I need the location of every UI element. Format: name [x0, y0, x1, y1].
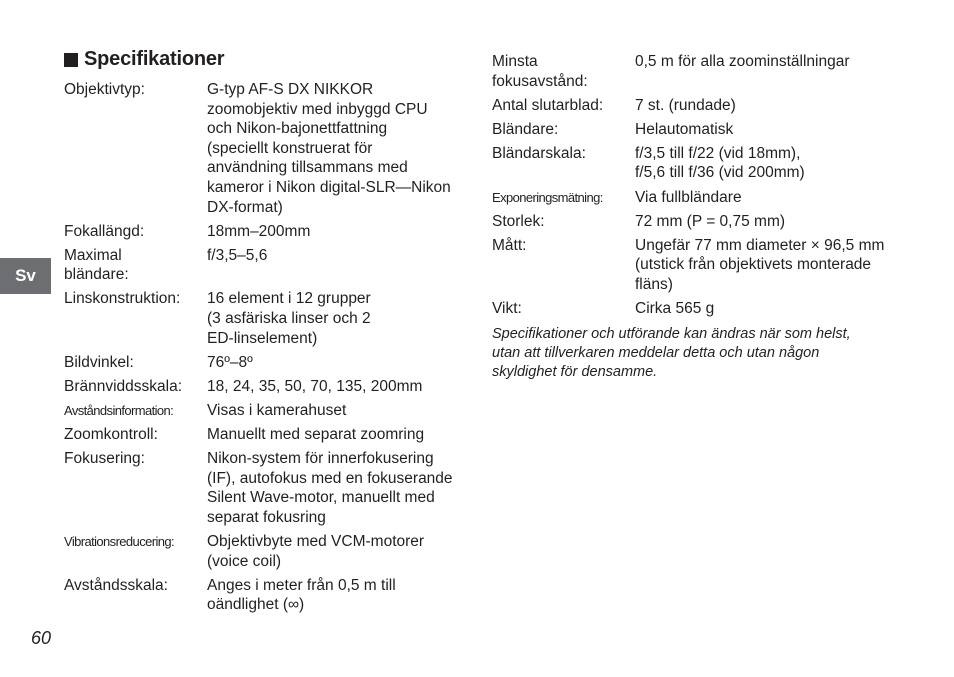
- spec-value: Cirka 565 g: [635, 300, 715, 318]
- left-spec-column: [64, 80, 474, 619]
- spec-value: G-typ AF-S DX NIKKOR zoomobjektiv med inbyggd CPU och Nikon-bajonettfattning (speciellt konstruerat för användning tillsammans med kameror i Nikon digital-SLR—Nikon DX-format): [207, 81, 451, 216]
- spec-label: Zoomkontroll:: [64, 426, 158, 443]
- spec-value: Helautomatisk: [635, 120, 734, 138]
- spec-value: 18mm–200mm: [207, 222, 311, 240]
- spec-row: [64, 80, 474, 217]
- spec-label: Mått:: [492, 236, 527, 254]
- spec-row: [64, 401, 474, 421]
- spec-row: [64, 377, 474, 397]
- spec-label: Bländarskala:: [492, 144, 586, 162]
- spec-label: Vibrationsreducering:: [64, 533, 175, 549]
- spec-value: Via fullbländare: [635, 188, 742, 206]
- spec-label: Linskonstruktion:: [64, 290, 181, 308]
- disclaimer-note: Specifikationer och utförande kan ändras när som helst, utan att tillverkaren meddelar detta och utan någon skyldighet för densamme.: [492, 325, 851, 380]
- spec-value: 16 element i 12 grupper (3 asfäriska linser och 2 ED-linselement): [207, 290, 371, 347]
- section-heading: [64, 48, 224, 71]
- page-number: 60: [31, 628, 52, 648]
- right-spec-list: [492, 52, 912, 319]
- spec-row: [492, 120, 912, 140]
- spec-row: [64, 576, 474, 615]
- spec-label: Avståndsinformation:: [64, 402, 174, 418]
- spec-value: 18, 24, 35, 50, 70, 135, 200mm: [207, 377, 423, 395]
- spec-value: 0,5 m för alla zoominställningar: [635, 53, 850, 70]
- spec-value: Nikon-system för innerfokusering (IF), autofokus med en fokuserande Silent Wave-motor, manuellt med separat fokusring: [207, 450, 453, 526]
- spec-row: [64, 222, 474, 242]
- spec-label: Fokusering:: [64, 450, 145, 468]
- right-spec-column: [492, 52, 912, 382]
- spec-row: [492, 52, 912, 91]
- spec-row: [64, 353, 474, 373]
- spec-label: Fokallängd:: [64, 222, 145, 240]
- spec-label: Avståndsskala:: [64, 576, 168, 594]
- spec-label: Vikt:: [492, 300, 522, 318]
- spec-row: [64, 246, 474, 285]
- spec-row: [64, 532, 474, 571]
- spec-value: Objektivbyte med VCM-motorer (voice coil): [207, 532, 425, 570]
- spec-value: Manuellt med separat zoomring: [207, 426, 425, 443]
- spec-value: Anges i meter från 0,5 m till oändlighet (∞): [207, 576, 396, 614]
- spec-value: Visas i kamerahuset: [207, 401, 347, 419]
- spec-row: [492, 188, 912, 208]
- spec-value: Ungefär 77 mm diameter × 96,5 mm (utstick från objektivets monterade fläns): [635, 236, 885, 293]
- spec-row: [64, 289, 474, 348]
- spec-row: [492, 236, 912, 295]
- spec-row: [492, 144, 912, 183]
- spec-label: Antal slutarblad:: [492, 96, 604, 114]
- spec-value: f/3,5–5,6: [207, 246, 268, 264]
- spec-value: 72 mm (P = 0,75 mm): [635, 212, 786, 230]
- spec-row: [64, 425, 474, 445]
- spec-row: [492, 96, 912, 116]
- spec-row: [492, 299, 912, 319]
- language-tab: Sv: [0, 258, 51, 294]
- spec-row: [492, 212, 912, 232]
- spec-label: Maximal bländare:: [64, 246, 129, 284]
- spec-label: Minsta fokusavstånd:: [492, 53, 588, 90]
- section-heading-text: Specifikationer: [84, 48, 225, 70]
- spec-value: 7 st. (rundade): [635, 96, 736, 114]
- spec-label: Brännviddsskala:: [64, 377, 183, 395]
- spec-label: Exponeringsmätning:: [492, 189, 603, 205]
- spec-value: 76º–8º: [207, 353, 253, 371]
- spec-row: [64, 449, 474, 527]
- spec-label: Objektivtyp:: [64, 81, 145, 98]
- square-bullet-icon: [64, 53, 78, 67]
- spec-label: Bländare:: [492, 120, 559, 138]
- spec-label: Bildvinkel:: [64, 353, 134, 371]
- spec-label: Storlek:: [492, 212, 545, 230]
- spec-value: f/3,5 till f/22 (vid 18mm), f/5,6 till f/36 (vid 200mm): [635, 144, 805, 182]
